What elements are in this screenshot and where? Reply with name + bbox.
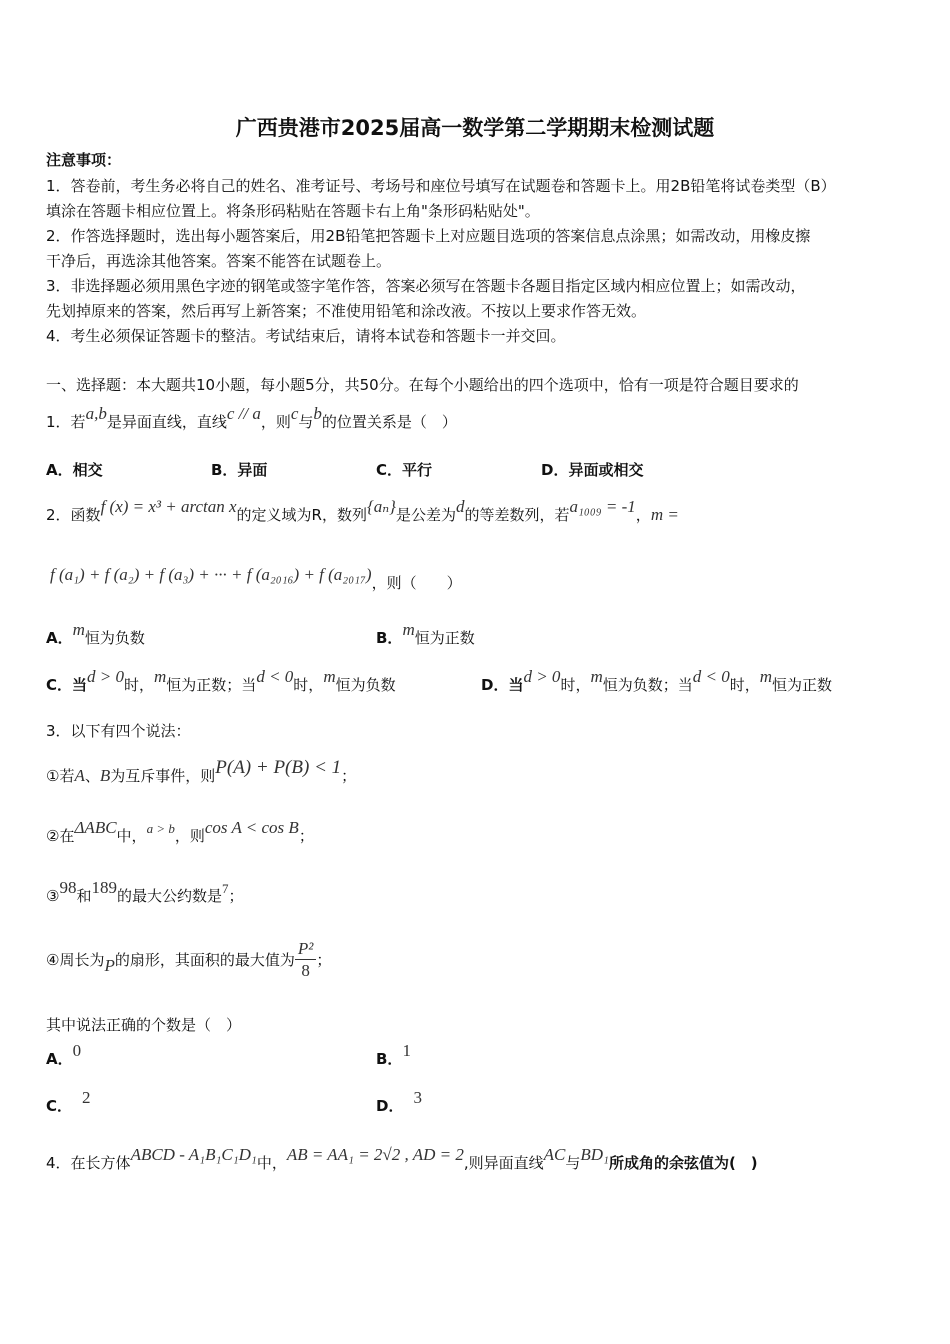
label: A． [46, 1050, 73, 1068]
option-b [376, 620, 475, 648]
notice-heading: 注意事项： [46, 151, 122, 169]
option-d: D．异面或相交 [541, 461, 644, 479]
math: m [323, 667, 336, 686]
q2-sum [50, 565, 462, 593]
label: B． [376, 629, 403, 647]
text: 和 [76, 887, 92, 905]
label: D． [376, 1097, 404, 1115]
math: c // a [226, 404, 261, 423]
math: 189 [91, 878, 117, 897]
text: ，则 [260, 413, 291, 431]
option-a [46, 620, 145, 648]
text: 的等差数列，若 [464, 506, 570, 524]
text: 中， [116, 827, 147, 845]
text: 的扇形，其面积的最大值为 [114, 951, 295, 969]
math: P(A) + P(B) < 1 [215, 757, 342, 778]
statement-4 [46, 935, 331, 985]
q-num: 1． [46, 413, 71, 431]
notice-line: 先划掉原来的答案，然后再写上新答案；不准使用铅笔和涂改液。不按以上要求作答无效。 [46, 302, 647, 320]
math: d < 0 [256, 667, 294, 686]
text: 、 [84, 767, 100, 785]
math: BD₁ [580, 1145, 609, 1164]
math: B [99, 766, 111, 785]
math: a,b [85, 404, 107, 423]
math: 2 [82, 1088, 91, 1107]
text: 的位置关系是（ ） [321, 413, 457, 431]
text: ； [316, 951, 332, 969]
text: 的最大公约数是 [116, 887, 222, 905]
math: 0 [72, 1041, 82, 1060]
notice-line: 3．非选择题必须用黑色字迹的钢笔或签字笔作答，答案必须写在答题卡各题目指定区域内相应位置上；如需改动， [46, 277, 806, 295]
q-num: 4． [46, 1154, 71, 1172]
question-4 [46, 1145, 758, 1173]
text: 时， [560, 676, 591, 694]
math: ΔABC [74, 818, 117, 837]
text: ①若 [46, 767, 75, 785]
math: m [72, 620, 85, 639]
option-c [46, 667, 396, 695]
math: a > b [146, 821, 175, 836]
math: a₁₀₀₉ = -1 [569, 497, 636, 516]
text: 恒为正数；当 [166, 676, 257, 694]
text: ②在 [46, 827, 75, 845]
math: A [74, 766, 85, 785]
text: ，则（ ） [371, 574, 462, 592]
option-b: B．异面 [211, 461, 268, 479]
text: 恒为正数 [414, 629, 475, 647]
notice-line: 填涂在答题卡相应位置上。将条形码粘贴在答题卡右上角"条形码粘贴处"。 [46, 202, 540, 220]
math: m = [650, 505, 679, 524]
math: d > 0 [523, 667, 561, 686]
text: 为互斥事件，则 [110, 767, 216, 785]
question-3-ask: 其中说法正确的个数是（ ） [46, 1016, 242, 1034]
math: ABCD - A₁B₁C₁D₁ [130, 1145, 257, 1164]
math: 1 [402, 1041, 411, 1060]
text: 恒为正数 [772, 676, 833, 694]
label: B． [376, 1050, 403, 1068]
option-c: C．平行 [376, 461, 433, 479]
question-3-stem: 3．以下有四个说法： [46, 722, 191, 740]
text: 所成角的余弦值为( ) [608, 1154, 758, 1172]
math: AC [543, 1145, 566, 1164]
text: ③ [46, 887, 60, 905]
text: 的定义域为R，数列 [236, 506, 367, 524]
math: d [456, 497, 465, 516]
label: A． [46, 629, 73, 647]
label: D．当 [481, 676, 524, 694]
text: 时， [293, 676, 324, 694]
math: P [104, 956, 115, 975]
text: ； [298, 827, 314, 845]
text: 在长方体 [70, 1154, 131, 1172]
text: 与 [565, 1154, 581, 1172]
page-title: 广西贵港市2025届高一数学第二学期期末检测试题 [235, 116, 715, 140]
option-a: A．相交 [46, 461, 103, 479]
option-c [46, 1088, 91, 1116]
notice-line: 1．答卷前，考生务必将自己的姓名、准考证号、考场号和座位号填写在试题卷和答题卡上。用2B铅笔将试卷类型（B） [46, 177, 836, 195]
option-b [376, 1041, 411, 1069]
text: 中， [256, 1154, 287, 1172]
math: m [759, 667, 773, 686]
text: 时， [124, 676, 155, 694]
fraction [295, 939, 316, 982]
numerator: P² [295, 939, 316, 960]
math: d > 0 [87, 667, 124, 686]
option-a [46, 1041, 82, 1069]
option-d [481, 667, 833, 695]
text: ； [341, 767, 357, 785]
label: C． [46, 1097, 73, 1115]
math: m [590, 667, 603, 686]
text: ； [228, 887, 244, 905]
math: m [402, 620, 415, 639]
text: ④周长为 [46, 951, 105, 969]
option-d [376, 1088, 422, 1116]
text: ,则异面直线 [463, 1154, 544, 1172]
text: 是公差为 [395, 506, 456, 524]
text: ，则 [174, 827, 205, 845]
math: 3 [413, 1088, 422, 1107]
section-heading: 一、选择题：本大题共10小题，每小题5分，共50分。在每个小题给出的四个选项中，恰有一项是符合题目要求的 [46, 376, 799, 394]
math: cos A < cos B [204, 818, 299, 837]
text: 与 [298, 413, 314, 431]
math: 98 [59, 878, 77, 897]
math: b [313, 404, 322, 423]
math: c [290, 404, 299, 423]
q-num: 2． [46, 506, 71, 524]
statement-1 [46, 757, 357, 786]
math: f (a₁) + f (a₂) + f (a₃) + ··· + f (a₂₀₁₆) + f (a₂₀₁₇) [50, 565, 372, 584]
statement-2 [46, 818, 314, 847]
text: 函数 [70, 506, 101, 524]
notice-line: 干净后，再选涂其他答案。答案不能答在试题卷上。 [46, 252, 392, 270]
math: m [154, 667, 167, 686]
math: {aₙ} [366, 497, 396, 516]
math: 7 [221, 881, 229, 896]
text: 恒为负数 [84, 629, 145, 647]
label: C．当 [46, 676, 88, 694]
notice-line: 4．考生必须保证答题卡的整洁。考试结束后，请将本试卷和答题卡一并交回。 [46, 327, 566, 345]
denominator: 8 [301, 961, 310, 980]
text: 是异面直线，直线 [106, 413, 227, 431]
math: AB = AA₁ = 2√2 , AD = 2 [286, 1145, 464, 1164]
text: 恒为负数；当 [602, 676, 693, 694]
question-1 [46, 404, 457, 432]
statement-3 [46, 878, 244, 907]
text: 时， [729, 676, 760, 694]
text: ， [635, 506, 651, 524]
notice-line: 2．作答选择题时，选出每小题答案后，用2B铅笔把答题卡上对应题目选项的答案信息点涂黑；如需改动，用橡皮擦 [46, 227, 811, 245]
text: 若 [70, 413, 86, 431]
question-2 [46, 497, 679, 525]
text: 恒为负数 [335, 676, 396, 694]
math: d < 0 [692, 667, 730, 686]
math: f (x) = x³ + arctan x [100, 497, 237, 516]
